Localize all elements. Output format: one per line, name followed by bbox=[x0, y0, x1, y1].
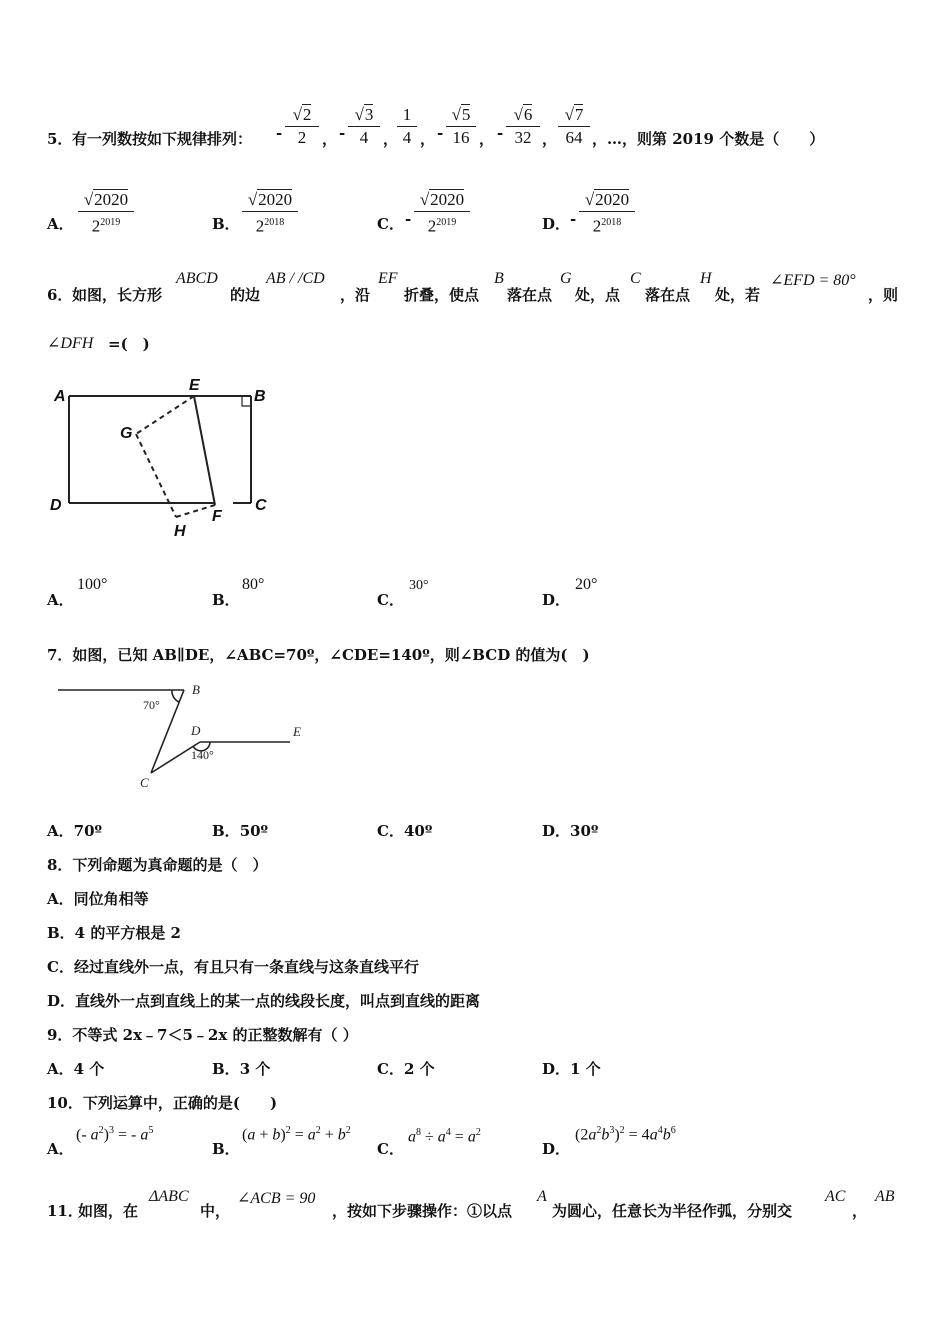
q6-text-7: 落在点 bbox=[645, 286, 691, 304]
q5-option-d: $\frac{√2020}{2^{2018}}$ bbox=[579, 189, 635, 238]
q6-option-a-label: A． bbox=[47, 591, 74, 609]
q5-option-d-label: D． bbox=[542, 215, 571, 233]
q10-option-c-label: C． bbox=[377, 1140, 404, 1158]
q11-text-4: 为圆心，任意长为半径作弧，分别交 bbox=[552, 1202, 793, 1220]
q5-term4: $\frac{√5}{16}$ bbox=[446, 104, 476, 149]
q9-option-b: B．3 个 bbox=[212, 1060, 271, 1078]
q6-text-9: ，则 bbox=[868, 286, 899, 304]
q7-label-d: D bbox=[191, 723, 201, 738]
q9-option-c: C．2 个 bbox=[377, 1060, 435, 1078]
q5-stem: 有一列数按如下规律排列： bbox=[72, 130, 253, 148]
q6-math-abcd: ABCD bbox=[176, 270, 218, 287]
q5-term1: $\frac{√2}{2}$ bbox=[285, 104, 319, 149]
q7-option-d: D．30º bbox=[542, 822, 599, 840]
q6-label-b: B bbox=[254, 388, 266, 405]
q5-tail: ，…，则第 2019 个数是（ ） bbox=[592, 130, 825, 148]
q7-figure bbox=[50, 678, 320, 796]
q10-option-b-label: B． bbox=[212, 1140, 240, 1158]
q6-math-angle-dfh: ∠DFH bbox=[47, 335, 94, 352]
q10-option-b-expr: $(a + b)^2 = a^2 + b^2$ bbox=[242, 1125, 351, 1144]
q7-stem: 7．如图，已知 AB∥DE，∠ABC=70º，∠CDE=140º，则∠BCD 的值为( ) bbox=[47, 646, 590, 664]
q10-option-a-label: A． bbox=[47, 1140, 74, 1158]
q5-option-a: $\frac{√2020}{2^{2019}}$ bbox=[78, 189, 134, 238]
q11-math-a: A bbox=[537, 1188, 547, 1205]
q5-option-b-label: B． bbox=[212, 215, 240, 233]
q6-figure-lines bbox=[69, 396, 251, 517]
q6-math-h: H bbox=[700, 270, 712, 287]
q5-term2-sign: - bbox=[339, 124, 346, 142]
q9-stem: 9．不等式 2x﹣7＜5﹣2x 的正整数解有（ ） bbox=[47, 1026, 358, 1044]
q5-option-c-label: C． bbox=[377, 215, 404, 233]
q6-label-e: E bbox=[189, 377, 200, 394]
q5-term4-sign: - bbox=[437, 124, 444, 142]
q10-option-c-expr: $a^8 \div a^4 = a^2$ bbox=[408, 1127, 481, 1146]
q7-option-b: B．50º bbox=[212, 822, 269, 840]
q9-option-a: A．4 个 bbox=[47, 1060, 105, 1078]
q5-option-b: $\frac{√2020}{2^{2018}}$ bbox=[242, 189, 298, 238]
q10-option-d-expr: $(2a^2b^3)^2 = 4a^4b^6$ bbox=[575, 1125, 676, 1144]
q6-math-parallel: AB / /CD bbox=[266, 270, 325, 287]
q6-label-g: G bbox=[120, 425, 133, 442]
q5-term2: $\frac{√3}{4}$ bbox=[348, 104, 380, 149]
q10-stem: 10．下列运算中，正确的是( ) bbox=[47, 1094, 278, 1112]
q8-option-a: A．同位角相等 bbox=[47, 890, 149, 908]
q6-math-g: G bbox=[560, 270, 572, 287]
q6-text-4: 折叠，使点 bbox=[404, 286, 480, 304]
q11-math-ac: AC bbox=[825, 1188, 846, 1205]
q6-option-d-label: D． bbox=[542, 591, 571, 609]
q6-option-a-value: 100° bbox=[77, 576, 108, 593]
q5-option-a-label: A． bbox=[47, 215, 74, 233]
q5-option-c: $\frac{√2020}{2^{2019}}$ bbox=[414, 189, 470, 238]
q5-number: 5． bbox=[47, 130, 73, 148]
q8-option-d: D．直线外一点到直线上的某一点的线段长度，叫点到直线的距离 bbox=[47, 992, 481, 1010]
q7-figure-lines bbox=[58, 690, 290, 773]
q11-text-5: ， bbox=[852, 1202, 868, 1220]
q6-number: 6． bbox=[47, 286, 73, 304]
q6-label-f: F bbox=[212, 508, 222, 525]
q11-text-2: 中， bbox=[200, 1202, 231, 1220]
q11-math-angle-acb: ∠ACB = 90 bbox=[237, 1190, 316, 1207]
q6-text-1: 如图，长方形 bbox=[72, 286, 163, 304]
q6-option-c-value: 30° bbox=[409, 578, 429, 593]
q5-term6: $\frac{√7}{64}$ bbox=[558, 104, 590, 149]
q6-label-h: H bbox=[174, 523, 186, 540]
q6-text-5: 落在点 bbox=[507, 286, 553, 304]
q6-option-b-value: 80° bbox=[242, 576, 265, 593]
q6-label-d: D bbox=[50, 497, 62, 514]
q11-text-1: 如图，在 bbox=[78, 1202, 139, 1220]
q5-term5-sign: - bbox=[497, 124, 504, 142]
q6-math-b: B bbox=[494, 270, 504, 287]
q6-math-c: C bbox=[630, 270, 641, 287]
q11-text-3: ，按如下步骤操作：①以点 bbox=[332, 1202, 513, 1220]
q11-number: 11． bbox=[47, 1202, 83, 1220]
q6-text-3: ，沿 bbox=[340, 286, 371, 304]
q7-label-b: B bbox=[192, 682, 200, 697]
q5-option-c-sign: - bbox=[405, 210, 412, 228]
q6-text-6: 处，点 bbox=[575, 286, 621, 304]
q6-text-2: 的边 bbox=[230, 286, 261, 304]
q10-option-d-label: D． bbox=[542, 1140, 571, 1158]
q5-option-d-sign: - bbox=[570, 210, 577, 228]
q7-label-e: E bbox=[293, 724, 301, 739]
q9-option-d: D．1 个 bbox=[542, 1060, 601, 1078]
q8-stem: 8．下列命题为真命题的是（ ） bbox=[47, 856, 268, 874]
q6-option-d-value: 20° bbox=[575, 576, 598, 593]
q6-text-10: =( ) bbox=[108, 335, 150, 353]
q8-option-c: C．经过直线外一点，有且只有一条直线与这条直线平行 bbox=[47, 958, 419, 976]
q7-option-a: A．70º bbox=[47, 822, 103, 840]
q11-math-triangle: ΔABC bbox=[149, 1188, 189, 1205]
q6-option-c-label: C． bbox=[377, 591, 404, 609]
q7-angle-70: 70° bbox=[143, 698, 160, 712]
q6-math-angle-efd: ∠EFD = 80° bbox=[770, 272, 856, 289]
q10-option-a-expr: (- $a^2)^3$ = - $a^5$ bbox=[76, 1125, 154, 1144]
q6-label-c: C bbox=[255, 497, 267, 514]
q5-term5: $\frac{√6}{32}$ bbox=[506, 104, 540, 149]
q6-label-a: A bbox=[54, 388, 66, 405]
q11-math-ab: AB bbox=[875, 1188, 895, 1205]
q6-text-8: 处，若 bbox=[715, 286, 761, 304]
q7-angle-140: 140° bbox=[191, 748, 214, 762]
q8-option-b: B．4 的平方根是 2 bbox=[47, 924, 181, 942]
q7-label-c: C bbox=[140, 775, 149, 790]
q5-term3: $\frac{1}{4}$ bbox=[397, 104, 417, 149]
q6-figure bbox=[44, 372, 284, 544]
q7-option-c: C．40º bbox=[377, 822, 433, 840]
q6-option-b-label: B． bbox=[212, 591, 240, 609]
q6-math-ef: EF bbox=[378, 270, 398, 287]
q5-term1-sign: - bbox=[276, 124, 283, 142]
